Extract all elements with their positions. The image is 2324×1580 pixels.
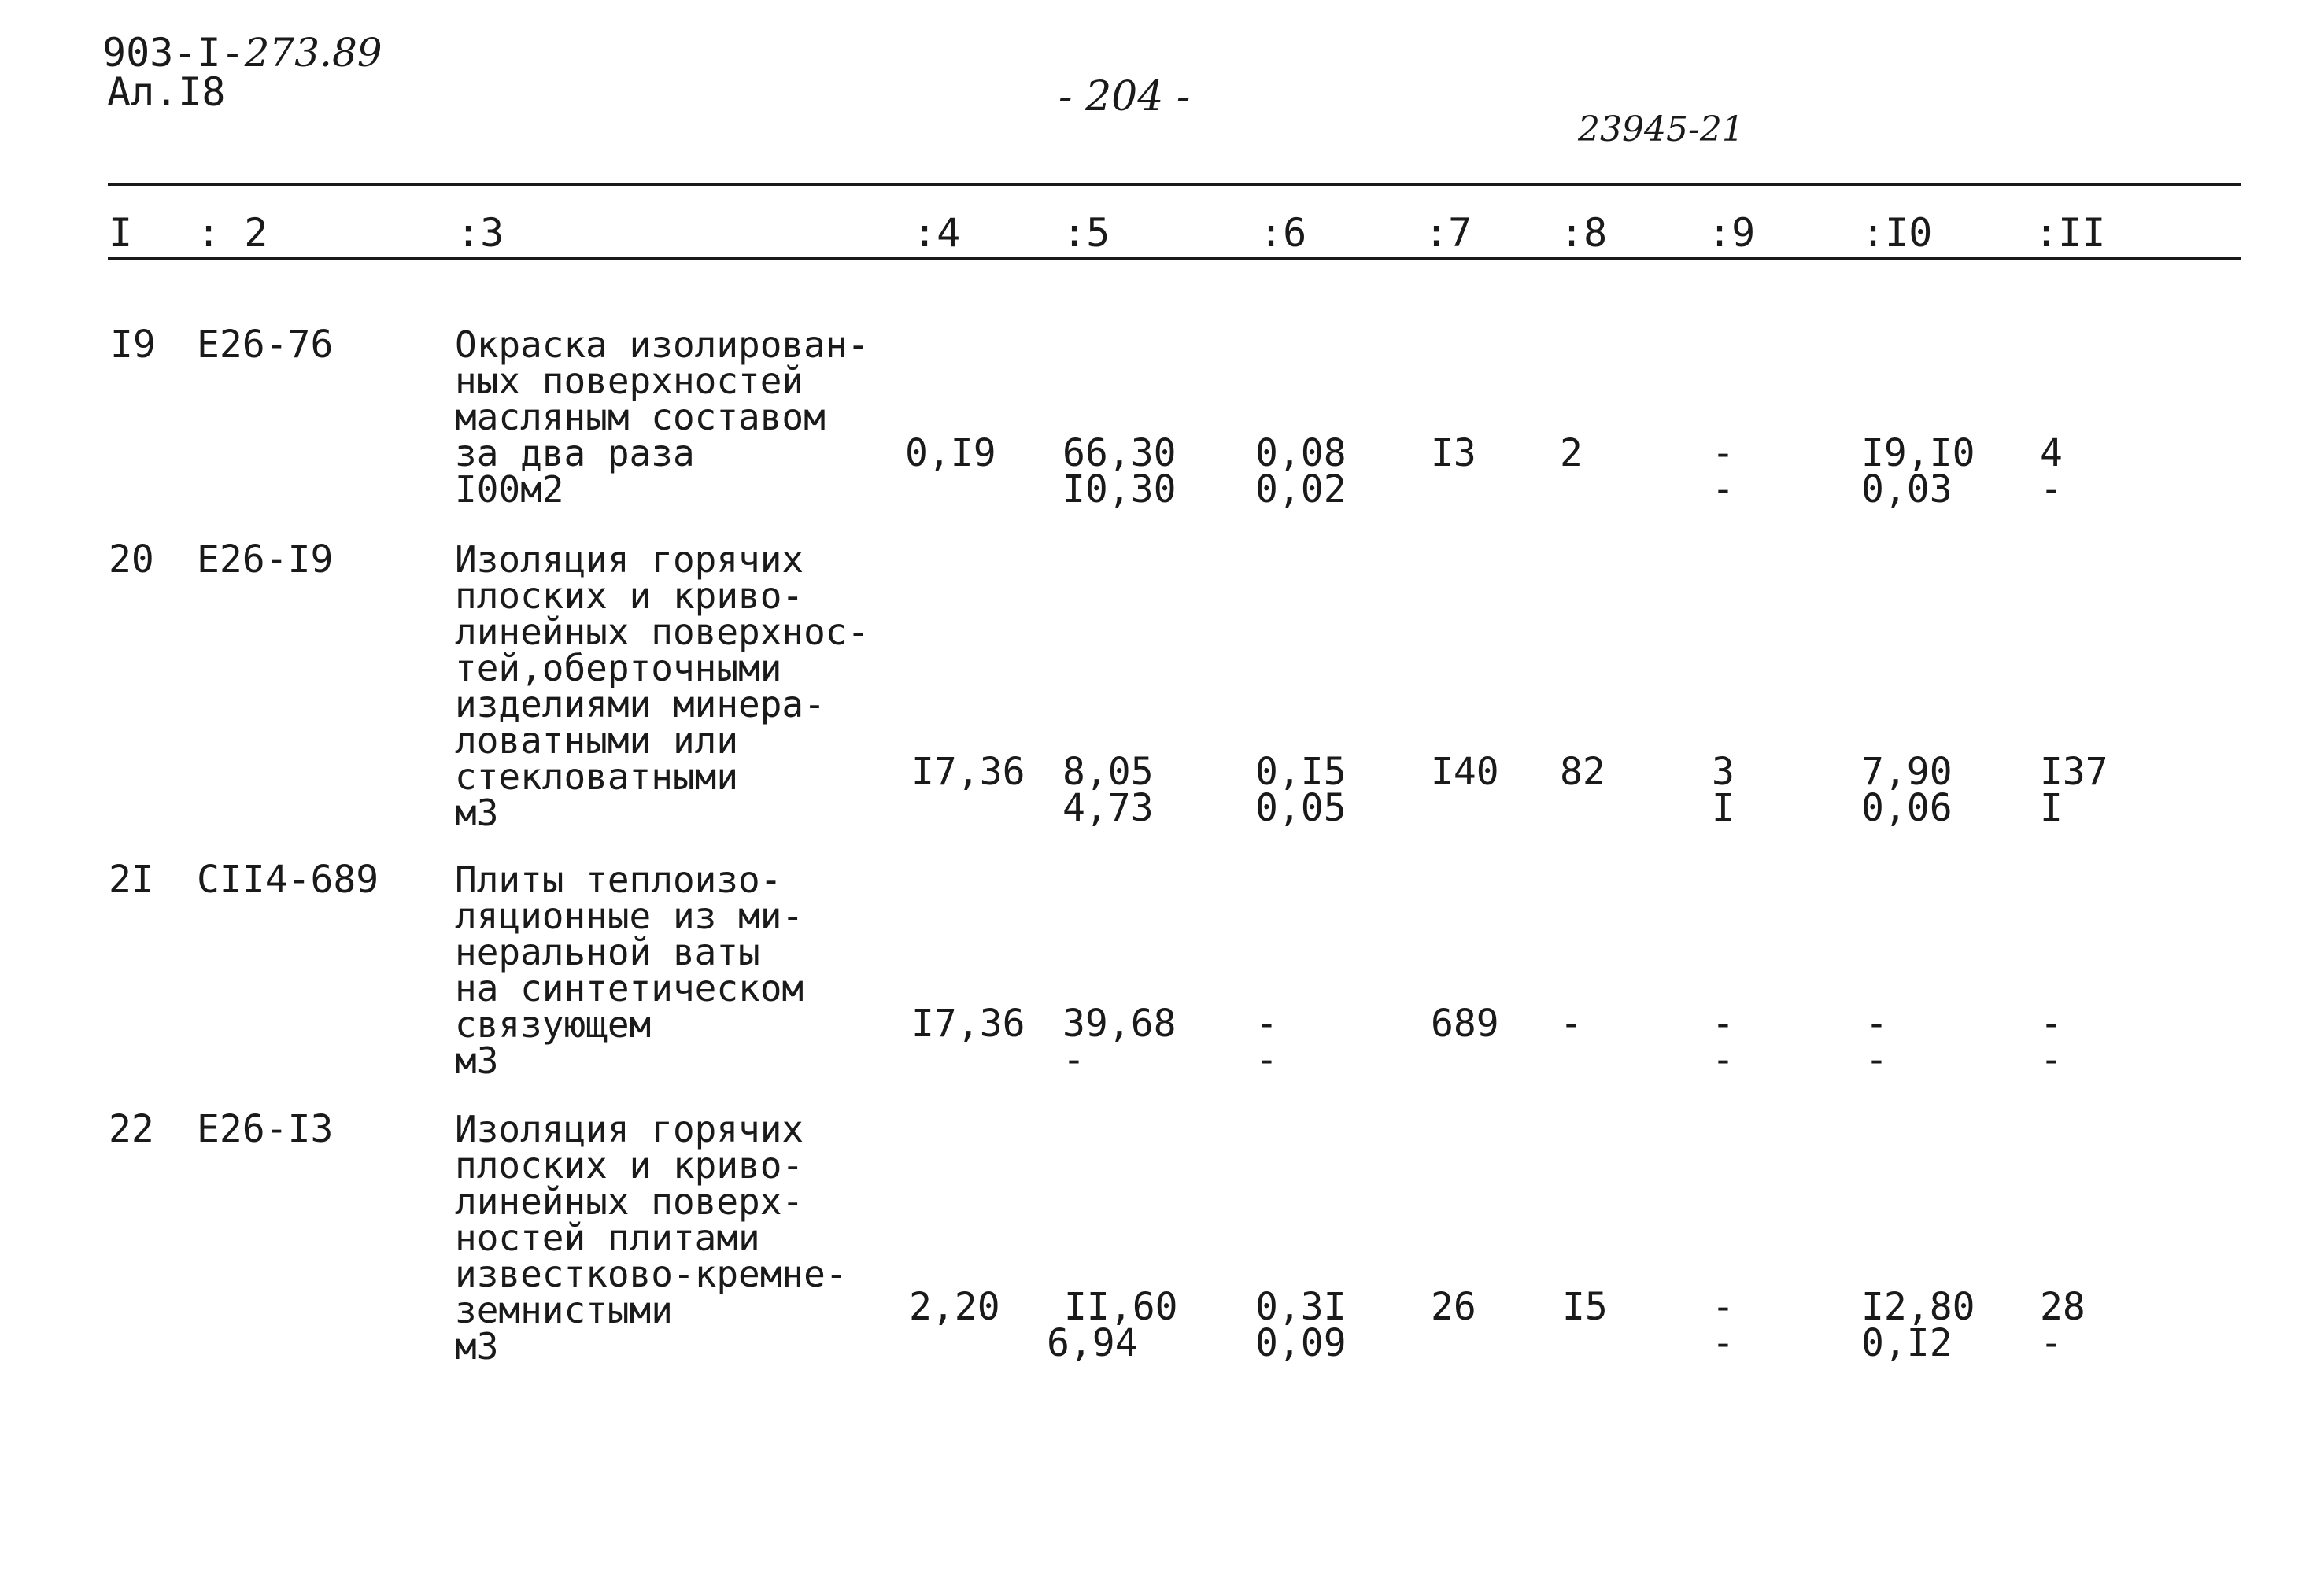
description-line: земнистыми [455,1289,673,1331]
col10-pair [1861,431,1975,511]
col8-value: 2 [1560,431,1583,475]
unit-cost-pair [1047,1285,1178,1365]
column-header-11: :II [2034,210,2106,256]
description-line: неральной ваты [455,931,760,973]
value-bottom: 0,06 [1861,786,1953,830]
description-line: известково-кремне- [455,1253,848,1295]
description-line: за два раза [455,432,695,474]
column-header-6: :6 [1259,210,1307,256]
description-line: изделиями минера- [455,683,826,725]
value-bottom: 0,09 [1255,1321,1347,1365]
col7-value: 689 [1431,1002,1499,1046]
rate-code: Е26-I3 [197,1107,334,1151]
col10-pair [1865,1002,1888,1082]
rate-code: СII4-689 [197,858,379,902]
value-bottom: - [1255,1038,1278,1082]
column-header-7: :7 [1424,210,1472,256]
value-top: 4 [2040,431,2063,475]
value-top: 0,3I [1255,1285,1347,1329]
description-line: плоских и криво- [455,574,804,617]
rate-code: Е26-I9 [197,537,334,581]
row-number: I9 [110,323,156,367]
description-line: плоских и криво- [455,1144,804,1187]
unit-cost-pair [1062,1002,1177,1082]
description-line: I00м2 [455,468,564,511]
value-top: I37 [2040,750,2108,794]
row-number: 22 [109,1107,154,1151]
description-line: ных поверхностей [455,360,804,402]
value-bottom: 0,05 [1255,786,1347,830]
unit-cost-pair [1062,431,1177,511]
value-top: - [1865,1002,1888,1046]
value-bottom: - [1712,1038,1735,1082]
work-description [455,538,870,834]
archive-number: 23945-21 [1578,109,1744,150]
value-top: - [1712,431,1735,475]
description-line: Окраска изолирован- [455,323,870,366]
row-number: 20 [109,537,154,581]
value-top: 7,90 [1861,750,1953,794]
value-top: - [1255,1002,1278,1046]
description-line: м3 [455,1039,499,1082]
sheet-label: Ал.I8 [107,69,226,115]
col7-value: I3 [1431,431,1476,475]
col6-pair [1255,750,1347,830]
description-line: м3 [455,792,499,834]
value-top: 3 [1712,750,1735,794]
description-line: Плиты теплоизо- [455,858,782,901]
description-line: м3 [455,1325,499,1368]
value-top: 28 [2040,1285,2086,1329]
value-bottom: 4,73 [1062,786,1154,830]
col6-pair [1255,431,1347,511]
value-top: I9,I0 [1861,431,1975,475]
col10-pair [1861,1285,1975,1365]
value-bottom: - [2040,467,2063,511]
col11-pair [2040,1002,2063,1082]
quantity: I7,36 [911,1002,1025,1046]
description-line: ностей плитами [455,1216,760,1259]
description-line: на синтетическом [455,967,804,1010]
value-top: - [1712,1002,1735,1046]
col11-pair [2040,431,2063,511]
value-bottom: I [1712,786,1735,830]
col9-pair [1712,1285,1735,1365]
column-header-10: :I0 [1861,210,1933,256]
value-bottom: - [1712,1321,1735,1365]
value-bottom: I0,30 [1062,467,1177,511]
quantity: 2,20 [909,1285,1000,1329]
col8-value: 82 [1560,750,1605,794]
col8-value: I5 [1562,1285,1608,1329]
work-description [455,1108,848,1368]
value-bottom: - [2040,1321,2063,1365]
column-header-3: :3 [456,210,504,256]
description-line: линейных поверх- [455,1180,804,1223]
row-number: 2I [109,858,154,902]
work-description [455,323,870,511]
col9-pair [1712,1002,1735,1082]
document-code [102,30,382,76]
value-top: - [1712,1285,1735,1329]
column-header-9: :9 [1708,210,1756,256]
document-code-prefix: 903-I- [102,30,245,76]
value-bottom: - [2040,1038,2063,1082]
col10-pair [1861,750,1953,830]
description-line: Изоляция горячих [455,538,804,581]
quantity: I7,36 [911,750,1025,794]
value-bottom: 6,94 [1047,1321,1138,1365]
col7-value: I40 [1431,750,1499,794]
value-top: II,60 [1064,1285,1178,1329]
quantity: 0,I9 [905,431,996,475]
col7-value: 26 [1431,1285,1476,1329]
column-header-1: I [109,210,133,256]
value-bottom: I [2040,786,2063,830]
value-bottom: - [1865,1038,1888,1082]
column-header-2: : 2 [197,210,268,256]
value-bottom: 0,I2 [1861,1321,1953,1365]
description-line: ляционные из ми- [455,895,804,937]
description-line: тей,оберточными [455,647,782,689]
page-number: - 204 - [1059,73,1191,120]
col6-pair [1255,1002,1278,1082]
header-bottom-rule [108,257,2241,260]
value-bottom: - [1062,1038,1085,1082]
value-bottom: - [1712,467,1735,511]
col6-pair [1255,1285,1347,1365]
value-top: 0,I5 [1255,750,1347,794]
value-bottom: 0,03 [1861,467,1953,511]
document-code-handwritten: 273.89 [244,30,382,76]
description-line: Изоляция горячих [455,1108,804,1150]
column-header-8: :8 [1560,210,1608,256]
column-header-4: :4 [913,210,961,256]
description-line: связующем [455,1003,652,1046]
rate-code: Е26-76 [197,323,334,367]
col9-pair [1712,750,1735,830]
col9-pair [1712,431,1735,511]
value-top: 66,30 [1062,431,1177,475]
description-line: ловатными или [455,719,739,762]
header-top-rule [108,183,2241,186]
value-bottom: 0,02 [1255,467,1347,511]
value-top: I2,80 [1861,1285,1975,1329]
value-top: 0,08 [1255,431,1347,475]
col8-value: - [1560,1002,1583,1046]
description-line: линейных поверхнос- [455,611,870,653]
description-line: масляным составом [455,396,826,438]
column-header-5: :5 [1062,210,1110,256]
value-top: - [2040,1002,2063,1046]
description-line: стекловатными [455,755,739,798]
work-description [455,858,804,1082]
value-top: 39,68 [1062,1002,1177,1046]
unit-cost-pair [1062,750,1154,830]
value-top: 8,05 [1062,750,1154,794]
col11-pair [2040,750,2108,830]
col11-pair [2040,1285,2086,1365]
